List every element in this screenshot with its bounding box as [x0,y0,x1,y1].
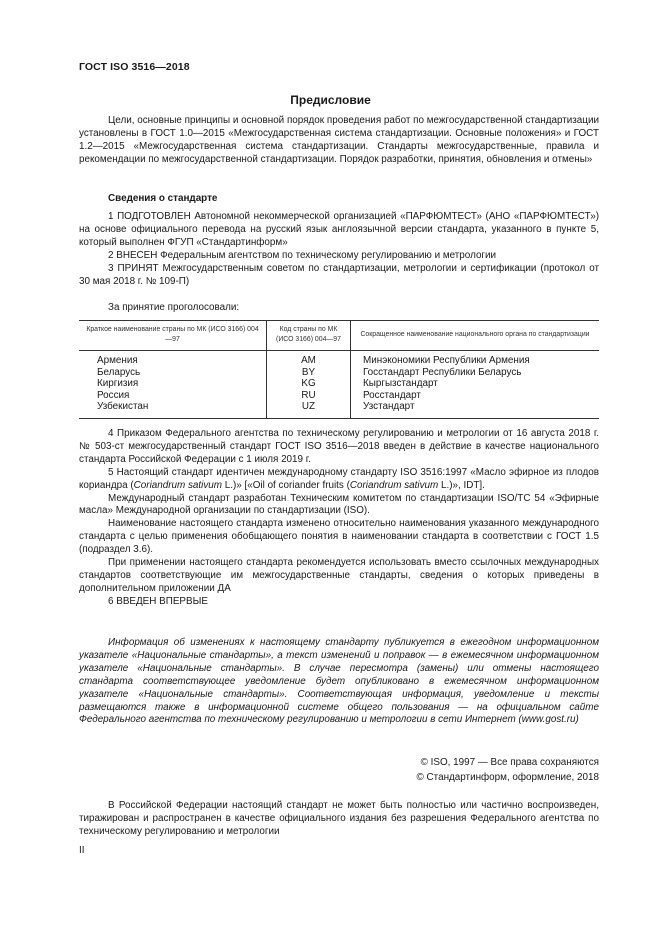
changes-info-block [79,637,599,727]
col-header-code: Код страны по МК (ИСО 3166) 004—97 [267,321,351,351]
cell-code: RU [267,390,351,402]
page-number: II [79,845,85,856]
page-title: Предисловие [290,93,371,107]
table-header-row [79,321,599,351]
copyright-standartinform: © Стандартинформ, оформление, 2018 [416,772,599,783]
cell-code: AM [267,351,351,367]
cell-code: BY [267,367,351,379]
item-6: 6 ВВЕДЕН ВПЕРВЫЕ [108,595,208,607]
changes-info-paragraph: Информация об изменениях к настоящему стандарту публикуется в ежегодном информационном указателе «Национальные стандарты», а текст изменений и поправок — в ежемесячном информационном указателе «Национальные стандарты». В случае пересмотра (замены) или отмены настоящего стандарта соответствующее уведомление будет опубликовано в ежемесячном информационном указателе «Национальные стандарты». Соответствующая информация, уведомление и тексты размещаются также в информационной системе общего пользования — на официальном сайте Федерального агентства по техническому регулированию и метрологии в сети Интернет (www.gost.ru) [79,637,599,726]
cell-country: Узбекистан [79,401,267,418]
item-4: 4 Приказом Федерального агентства по техническому регулированию и метрологии от 16 августа 2018 г. № 503-ст межгосударственный стандарт ГОСТ ISO 3516—2018 введен в действие в качестве национального стандарта Российской Федерации с 1 июля 2019 г. [79,428,599,465]
table-row [79,367,599,379]
table-row [79,401,599,418]
cell-body: Минэкономики Республики Армения [351,351,600,367]
cell-country: Беларусь [97,366,141,378]
col-header-body: Сокращенное наименование национального органа по стандартизации [351,321,600,351]
references-paragraph: При применении настоящего стандарта рекомендуется использовать вместо ссылочных международных стандартов соответствующие им межгосударственные стандарты, сведения о которых приведены в дополнительном приложении ДА [79,557,599,594]
voted-label: За принятие проголосовали: [108,302,240,313]
items-top-block [79,211,599,288]
col-header-country: Краткое наименование страны по МК (ИСО 3166) 004—97 [79,321,267,351]
table-row [79,378,599,390]
table-row [79,390,599,402]
cell-body: Узстандарт [351,401,600,418]
states-table [79,320,599,419]
cell-body: Кыргызстандарт [351,378,600,390]
reproduction-notice: В Российской Федерации настоящий стандарт не может быть полностью или частично воспроизведен, тиражирован и распространен в качестве официального издания без разрешения Федерального агентства по техническому регулированию и метрологии [79,800,599,837]
name-change-paragraph: Наименование настоящего стандарта изменено относительно наименования указанного международного стандарта с целью применения обобщающего понятия в наименовании стандарта в соответствии с ГОСТ 1.5 (подраздел 3.6). [79,518,599,556]
table-row [79,351,599,367]
cell-country: Армения [97,355,138,366]
item-2: 2 ВНЕСЕН Федеральным агентством по техническому регулированию и метрологии [108,249,497,261]
item-3: 3 ПРИНЯТ Межгосударственным советом по стандартизации, метрологии и сертификации (протокол от 30 мая 2018 г. № 109-П) [79,262,599,287]
items-bottom-block [79,428,599,609]
item-1: 1 ПОДГОТОВЛЕН Автономной некоммерческой организацией «ПАРФЮМТЕСТ» (АНО «ПАРФЮМТЕСТ») на основе официального перевода на русский язык англоязычной версии стандарта, указанного в пункте 5, который выполнен ФГУП «Стандартинформ» [79,211,599,248]
cell-country: Россия [97,389,130,401]
info-heading: Сведения о стандарте [108,193,218,204]
cell-code: UZ [267,401,351,418]
tc-paragraph: Международный стандарт разработан Техническим комитетом по стандартизации ISO/TC 54 «Эфирные масла» Международной организации по стандартизации (ISO). [79,492,599,517]
intro-paragraph-block [79,115,599,167]
reproduction-notice-block [79,800,599,839]
item-5: 5 Настоящий стандарт идентичен международному стандарту ISO 3516:1997 «Масло эфирное из плодов кориандра (Coriandrum sativum L.)» [«Oil of coriander fruits (Coriandrum sativum L.)», IDT]. [79,466,599,491]
cell-body: Госстандарт Республики Беларусь [351,367,600,379]
document-code-header: ГОСТ ISO 3516—2018 [79,61,190,73]
cell-code: KG [267,378,351,390]
cell-country: Киргизия [97,378,139,389]
intro-paragraph: Цели, основные принципы и основной порядок проведения работ по межгосударственной стандартизации установлены в ГОСТ 1.0—2015 «Межгосударственная система стандартизации. Основные положения» и ГОСТ 1.2—2015 «Межгосударственная система стандартизации. Стандарты межгосударственные, правила и рекомендации по межгосударственной стандартизации. Порядок разработки, принятия, обновления и отмены» [79,115,599,165]
copyright-iso: © ISO, 1997 — Все права сохраняются [420,757,599,768]
cell-body: Росстандарт [351,390,600,402]
